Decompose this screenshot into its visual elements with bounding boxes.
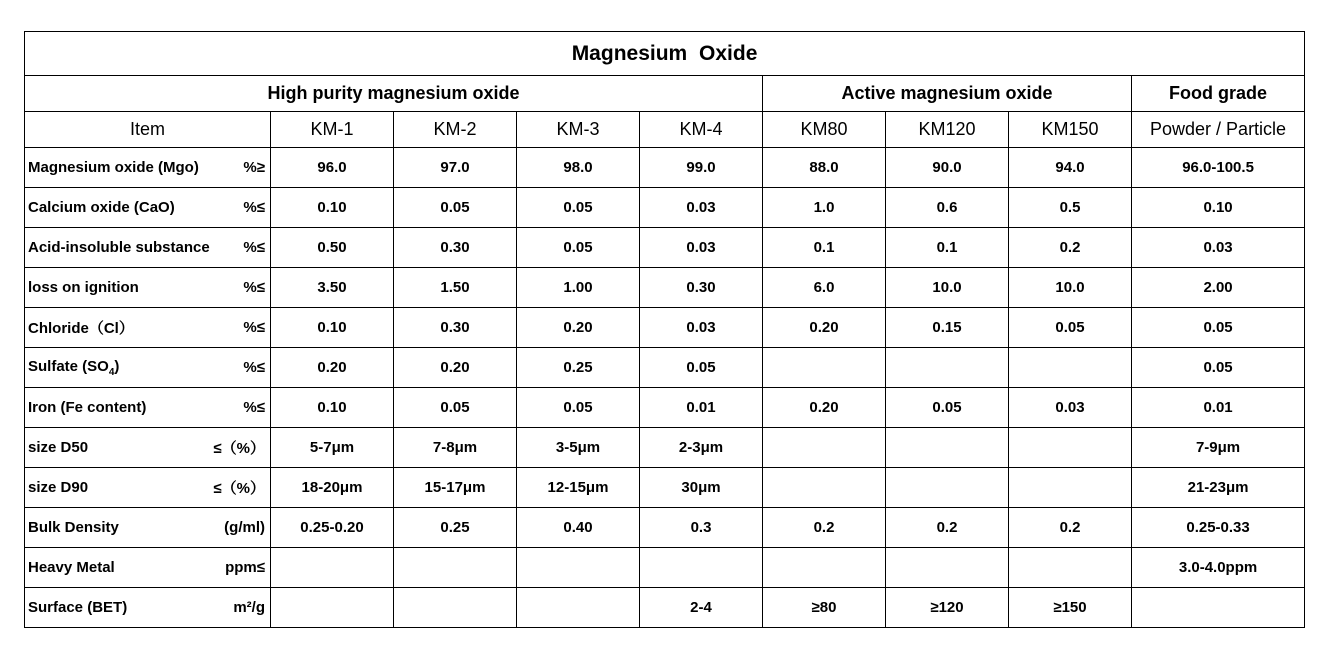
row-item-name-text: size D50 — [28, 439, 89, 456]
table-cell: 0.40 — [517, 508, 640, 548]
table-cell — [886, 348, 1009, 388]
table-cell: 0.25 — [517, 348, 640, 388]
table-cell: 1.0 — [763, 188, 886, 228]
table-cell: 0.05 — [1009, 308, 1132, 348]
table-row — [25, 268, 1305, 308]
table-cell: 0.25 — [394, 508, 517, 548]
table-cell — [1009, 428, 1132, 468]
table-cell — [271, 588, 394, 628]
table-cell: 0.03 — [1132, 228, 1305, 268]
table-cell: 0.20 — [763, 388, 886, 428]
table-cell: 0.05 — [517, 188, 640, 228]
row-item-name — [28, 399, 146, 416]
table-cell — [517, 548, 640, 588]
row-item-unit: %≤ — [243, 399, 265, 416]
table-cell: 3.0-4.0ppm — [1132, 548, 1305, 588]
row-item-cell — [25, 228, 271, 268]
row-item-cell — [25, 508, 271, 548]
table-cell: 0.1 — [886, 228, 1009, 268]
row-item-unit: %≤ — [243, 279, 265, 296]
table-cell: 96.0 — [271, 148, 394, 188]
row-item-name-text: size D90 — [28, 479, 89, 496]
table-cell: 30μm — [640, 468, 763, 508]
table-cell — [763, 468, 886, 508]
table-cell: 5-7μm — [271, 428, 394, 468]
table-cell: 97.0 — [394, 148, 517, 188]
table-cell: 0.10 — [271, 388, 394, 428]
table-cell — [1009, 348, 1132, 388]
column-header-row — [25, 112, 1305, 148]
table-cell: 0.6 — [886, 188, 1009, 228]
table-row — [25, 348, 1305, 388]
table-cell — [271, 548, 394, 588]
table-cell: 3-5μm — [517, 428, 640, 468]
spec-table — [24, 31, 1305, 628]
row-item-unit: %≤ — [243, 199, 265, 216]
table-cell — [763, 428, 886, 468]
table-row — [25, 148, 1305, 188]
table-cell: 96.0-100.5 — [1132, 148, 1305, 188]
row-item-cell — [25, 388, 271, 428]
table-cell: 0.30 — [394, 228, 517, 268]
table-cell: 6.0 — [763, 268, 886, 308]
row-item-unit: %≤ — [243, 359, 265, 376]
table-cell: 1.00 — [517, 268, 640, 308]
table-cell: 0.10 — [271, 308, 394, 348]
table-cell — [394, 548, 517, 588]
column-header-km120: KM120 — [886, 112, 1009, 148]
table-cell: 15-17μm — [394, 468, 517, 508]
column-header-km3: KM-3 — [517, 112, 640, 148]
row-item-name — [28, 599, 127, 616]
table-cell: 18-20μm — [271, 468, 394, 508]
table-cell: 0.30 — [394, 308, 517, 348]
column-header-item: Item — [25, 112, 271, 148]
row-item-name-text: Chloride（Cl） — [28, 320, 134, 337]
table-cell: 0.03 — [640, 228, 763, 268]
row-item-name-text: Magnesium oxide (Mgo) — [28, 159, 199, 176]
row-item-name-text: loss on ignition — [28, 279, 139, 296]
table-cell: 0.1 — [763, 228, 886, 268]
table-cell: 0.2 — [886, 508, 1009, 548]
row-item-cell — [25, 188, 271, 228]
table-row — [25, 428, 1305, 468]
row-item-unit: (g/ml) — [224, 519, 265, 536]
table-cell: 0.2 — [763, 508, 886, 548]
row-item-name-text: Iron (Fe content) — [28, 399, 147, 416]
table-cell: 2.00 — [1132, 268, 1305, 308]
table-cell: 0.15 — [886, 308, 1009, 348]
table-cell: 0.05 — [1132, 348, 1305, 388]
table-cell: 0.01 — [1132, 388, 1305, 428]
row-item-name-tail: ) — [114, 357, 120, 375]
row-item-name — [28, 159, 199, 176]
table-cell: 0.25-0.20 — [271, 508, 394, 548]
table-cell: 0.03 — [640, 308, 763, 348]
table-cell: 88.0 — [763, 148, 886, 188]
table-cell: 0.05 — [517, 388, 640, 428]
row-item-unit: %≥ — [243, 159, 265, 176]
row-item-name-subscript: 4 — [108, 366, 115, 378]
table-cell — [1132, 588, 1305, 628]
table-cell: 90.0 — [886, 148, 1009, 188]
table-row — [25, 388, 1305, 428]
table-cell: 0.5 — [1009, 188, 1132, 228]
table-row — [25, 548, 1305, 588]
row-item-name — [28, 439, 88, 456]
table-row — [25, 468, 1305, 508]
row-item-name — [28, 559, 115, 576]
column-header-km80: KM80 — [763, 112, 886, 148]
table-cell: 0.01 — [640, 388, 763, 428]
table-cell: 99.0 — [640, 148, 763, 188]
row-item-name-text: Heavy Metal — [28, 559, 115, 576]
table-cell: 7-8μm — [394, 428, 517, 468]
table-cell — [640, 548, 763, 588]
table-cell: 0.05 — [886, 388, 1009, 428]
group-high-purity: High purity magnesium oxide — [25, 76, 763, 112]
table-cell: 2-4 — [640, 588, 763, 628]
table-cell — [763, 348, 886, 388]
table-cell: 0.03 — [640, 188, 763, 228]
table-cell: 3.50 — [271, 268, 394, 308]
row-item-cell — [25, 308, 271, 348]
table-cell: 0.3 — [640, 508, 763, 548]
row-item-unit: m²/g — [233, 599, 265, 616]
row-item-cell — [25, 348, 271, 388]
row-item-name-text: Sulfate (SO — [28, 357, 109, 375]
table-cell: 0.05 — [394, 188, 517, 228]
column-header-km1: KM-1 — [271, 112, 394, 148]
column-header-km2: KM-2 — [394, 112, 517, 148]
row-item-name-text: Acid-insoluble substance — [28, 239, 210, 256]
table-row — [25, 588, 1305, 628]
table-cell: 0.03 — [1009, 388, 1132, 428]
table-cell — [517, 588, 640, 628]
row-item-name — [28, 317, 134, 338]
column-header-km150: KM150 — [1009, 112, 1132, 148]
row-item-cell — [25, 268, 271, 308]
table-title: Magnesium Oxide — [25, 32, 1305, 76]
row-item-name — [28, 519, 119, 536]
table-cell: 2-3μm — [640, 428, 763, 468]
table-cell: 10.0 — [1009, 268, 1132, 308]
table-cell: 0.20 — [394, 348, 517, 388]
table-row — [25, 308, 1305, 348]
table-cell: 0.2 — [1009, 228, 1132, 268]
table-cell: 0.10 — [271, 188, 394, 228]
row-item-unit: ≤（%） — [213, 480, 265, 497]
table-cell — [394, 588, 517, 628]
table-cell — [1009, 468, 1132, 508]
table-cell: ≥120 — [886, 588, 1009, 628]
table-cell: 0.2 — [1009, 508, 1132, 548]
table-cell: 0.10 — [1132, 188, 1305, 228]
row-item-name — [28, 199, 175, 216]
row-item-unit: ≤（%） — [213, 440, 265, 457]
row-item-name — [28, 239, 210, 256]
row-item-unit: ppm≤ — [225, 559, 265, 576]
column-header-food: Powder / Particle — [1132, 112, 1305, 148]
row-item-name-text: Calcium oxide (CaO) — [28, 199, 175, 216]
table-cell: 98.0 — [517, 148, 640, 188]
table-cell: ≥80 — [763, 588, 886, 628]
row-item-cell — [25, 548, 271, 588]
table-cell: 0.25-0.33 — [1132, 508, 1305, 548]
table-cell: 12-15μm — [517, 468, 640, 508]
table-cell — [886, 548, 1009, 588]
table-cell: 0.05 — [517, 228, 640, 268]
title-row — [25, 32, 1305, 76]
row-item-name — [28, 279, 139, 296]
table-cell: 0.05 — [1132, 308, 1305, 348]
table-cell: 0.05 — [640, 348, 763, 388]
group-active: Active magnesium oxide — [763, 76, 1132, 112]
row-item-name-text: Surface (BET) — [28, 599, 128, 616]
table-cell: 0.20 — [517, 308, 640, 348]
table-cell — [1009, 548, 1132, 588]
table-row — [25, 508, 1305, 548]
table-cell — [763, 548, 886, 588]
row-item-unit: %≤ — [243, 239, 265, 256]
table-row — [25, 228, 1305, 268]
row-item-unit: %≤ — [243, 319, 265, 336]
group-food-grade: Food grade — [1132, 76, 1305, 112]
table-cell: 21-23μm — [1132, 468, 1305, 508]
row-item-name-text: Bulk Density — [28, 519, 119, 536]
table-cell: 0.20 — [763, 308, 886, 348]
row-item-cell — [25, 148, 271, 188]
row-item-cell — [25, 428, 271, 468]
table-cell: 10.0 — [886, 268, 1009, 308]
row-item-cell — [25, 468, 271, 508]
table-cell: 0.20 — [271, 348, 394, 388]
table-cell: 0.05 — [394, 388, 517, 428]
table-cell: 1.50 — [394, 268, 517, 308]
row-item-name — [28, 479, 88, 496]
table-row — [25, 188, 1305, 228]
row-item-cell — [25, 588, 271, 628]
row-item-name — [28, 358, 119, 378]
table-cell: ≥150 — [1009, 588, 1132, 628]
group-header-row — [25, 76, 1305, 112]
table-cell — [886, 468, 1009, 508]
table-cell: 94.0 — [1009, 148, 1132, 188]
table-cell: 0.30 — [640, 268, 763, 308]
table-cell — [886, 428, 1009, 468]
column-header-km4: KM-4 — [640, 112, 763, 148]
table-cell: 0.50 — [271, 228, 394, 268]
table-cell: 7-9μm — [1132, 428, 1305, 468]
